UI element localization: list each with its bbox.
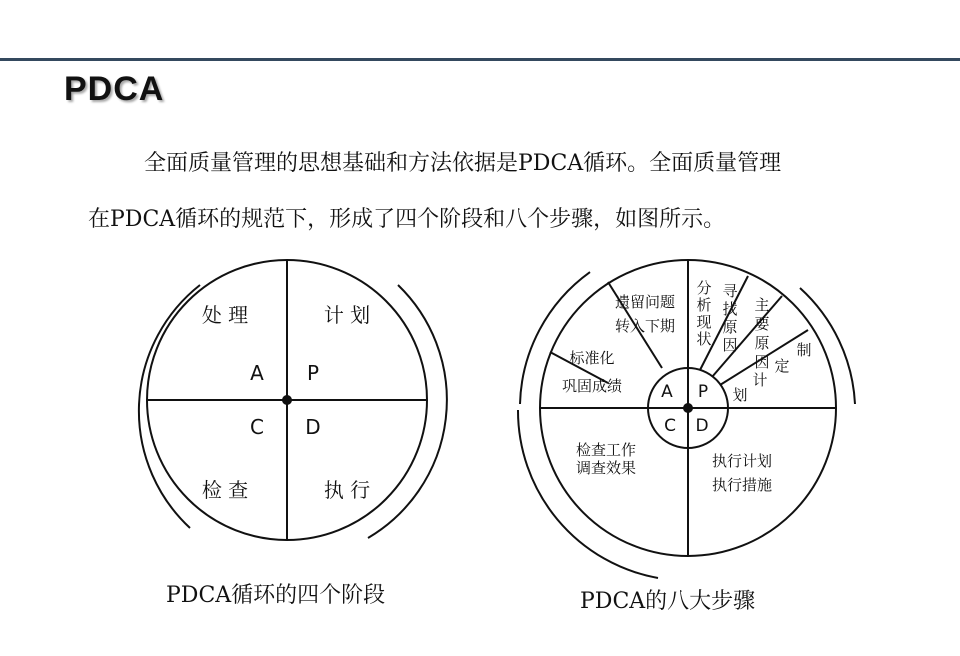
paragraph-line-1: 全面质量管理的思想基础和方法依据是PDCA循环。全面质量管理	[144, 151, 782, 176]
step-4-char-3: 计	[752, 371, 768, 389]
step-3-label	[754, 296, 769, 371]
text-line: 要	[754, 315, 770, 333]
text-line: 析	[696, 296, 712, 314]
text-line: 检查工作	[575, 441, 637, 459]
quadrant-do: 执 行	[323, 478, 371, 502]
outer-arc-bottom	[518, 410, 658, 578]
step-6-text	[576, 441, 636, 477]
step-6-label	[576, 441, 636, 477]
step-4-char-4: 划	[732, 386, 748, 404]
paragraph-line-2: 在PDCA循环的规范下，形成了四个阶段和八个步骤，如图所示。	[88, 207, 726, 232]
page-title: PDCA	[64, 70, 165, 108]
letter-c: C	[250, 415, 264, 439]
text-line: 调查效果	[575, 459, 637, 477]
text-line: 因	[754, 353, 770, 371]
text-line: 执行措施	[711, 476, 773, 494]
quadrant-plan: 计 划	[323, 303, 371, 327]
step-3-text	[754, 296, 769, 371]
text-line: 现	[696, 313, 712, 331]
step-2-text	[722, 282, 737, 354]
step-7-label	[562, 349, 622, 395]
text-line: 找	[722, 300, 738, 318]
step-4-char-2: 定	[774, 357, 790, 375]
text-line: 执行计划	[711, 452, 773, 470]
step-1-text	[696, 279, 711, 348]
letter-c: C	[664, 416, 676, 436]
letter-p: P	[697, 382, 709, 402]
quadrant-check: 检 查	[201, 478, 249, 502]
step-4-label	[732, 341, 811, 404]
text-line: 主	[754, 296, 770, 314]
outer-arc-right	[368, 285, 447, 538]
text-line: 因	[722, 336, 738, 354]
letter-d: D	[695, 416, 709, 436]
step-8-text	[615, 293, 675, 335]
step-5-text	[712, 452, 772, 494]
step-2-label	[722, 282, 737, 354]
step-5-label	[712, 452, 772, 494]
step-4-char-1: 制	[796, 341, 812, 359]
center-dot	[282, 395, 292, 405]
text-line: 原	[722, 318, 738, 336]
four-stage-diagram	[139, 260, 447, 540]
text-line: 遗留问题	[614, 293, 676, 311]
center-dot	[683, 403, 693, 413]
step-1-label	[696, 279, 711, 348]
letter-a: A	[661, 382, 673, 402]
text-line: 寻	[722, 282, 738, 300]
text-line: 标准化	[569, 349, 615, 367]
letter-d: D	[305, 415, 321, 439]
text-line: 原	[754, 334, 770, 352]
step-8-label	[615, 293, 675, 335]
text-line: 状	[696, 330, 712, 348]
quadrant-act: 处 理	[201, 303, 249, 327]
eight-step-diagram	[518, 260, 855, 578]
caption-four-stages: PDCA循环的四个阶段	[166, 583, 386, 608]
text-line: 转入下期	[614, 317, 676, 335]
text-line: 巩固成绩	[561, 377, 623, 395]
letter-p: P	[306, 361, 320, 385]
step-7-text	[562, 349, 622, 395]
text-line: 分	[696, 279, 712, 297]
letter-a: A	[250, 361, 264, 385]
caption-eight-steps: PDCA的八大步骤	[580, 589, 756, 614]
